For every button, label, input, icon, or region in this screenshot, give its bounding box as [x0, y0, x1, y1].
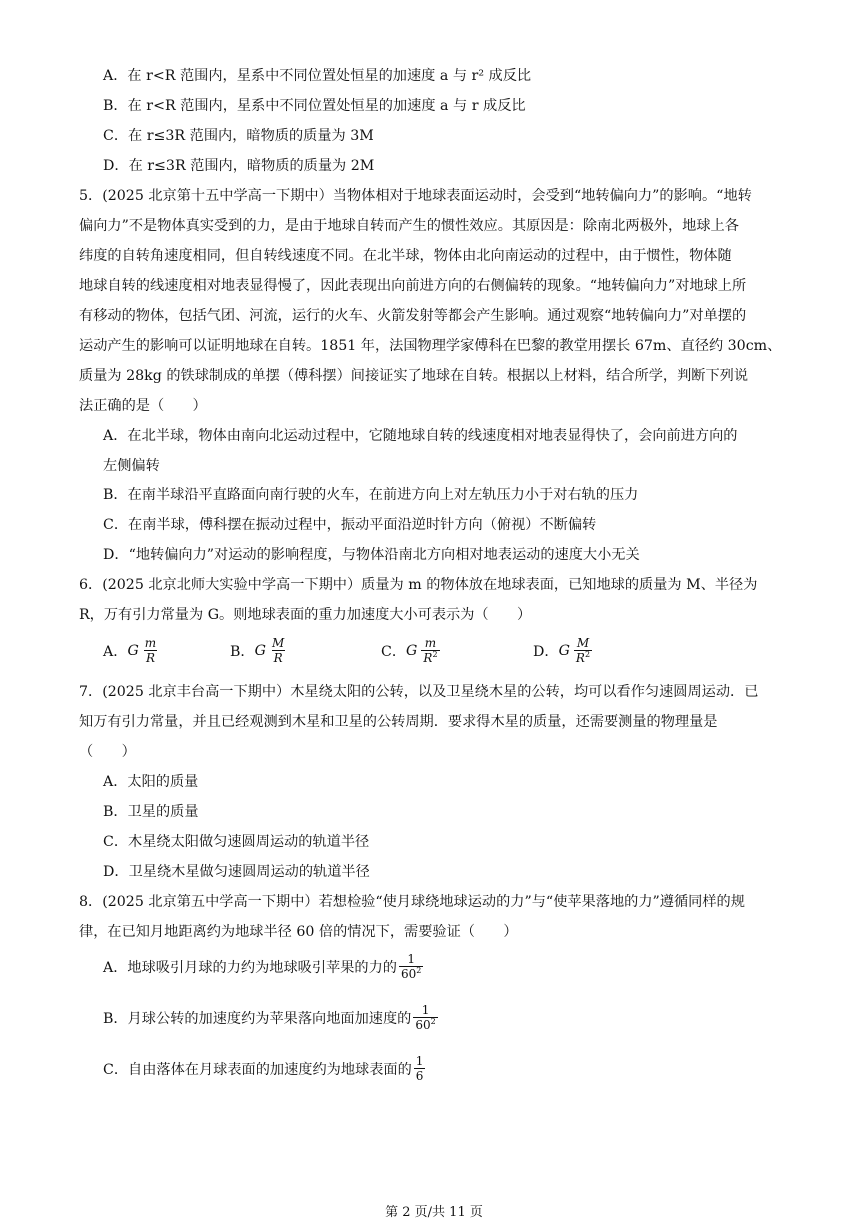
q5-stem-line: 5．(2025 北京第十五中学高一下期中）当物体相对于地球表面运动时，会受到“地转偏向力”的影响。“地转 — [79, 188, 752, 204]
q6-option-d: D． G $\frac{M}{R^2}$ — [533, 636, 591, 665]
q7-stem-line: 知万有引力常量，并且已经观测到木星和卫星的公转周期．要求得木星的质量，还需要测量的物理量是 — [79, 714, 718, 730]
q8-stem-line: 8．(2025 北京第五中学高一下期中）若想检验“使月球绕地球运动的力”与“使苹果落地的力”遵循同样的规 — [79, 894, 745, 910]
q6-stem-line: R，万有引力常量为 G。则地球表面的重力加速度大小可表示为（ ） — [79, 607, 532, 623]
q7-stem-line: （ ） — [79, 744, 136, 760]
q7-option-b: B．卫星的质量 — [103, 804, 199, 820]
q7-stem-line: 7．(2025 北京丰台高一下期中）木星绕太阳的公转，以及卫星绕木星的公转，均可以看作匀速圆周运动．已 — [79, 684, 759, 700]
q5-stem-line: 地球自转的线速度相对地表显得慢了，因此表现出向前进方向的右侧偏转的现象。“地转偏向力”对地球上所 — [79, 278, 747, 294]
q5-option-b: B．在南半球沿平直路面向南行驶的火车，在前进方向上对左轨压力小于对右轨的压力 — [103, 487, 639, 503]
fraction: $\frac{M}{R^2}$ — [575, 636, 591, 665]
q5-stem-line: 纬度的自转角速度相同，但自转线速度不同。在北半球，物体由北向南运动的过程中，由于惯性，物体随 — [79, 248, 732, 264]
q5-stem-line: 偏向力”不是物体真实受到的力，是由于地球自转而产生的惯性效应。其原因是：除南北两极外，地球上各 — [79, 218, 739, 234]
q5-option-a-cont: 左侧偏转 — [103, 458, 160, 474]
q4-option-a: A．在 r<R 范围内，星系中不同位置处恒星的加速度 a 与 r² 成反比 — [103, 68, 532, 84]
q8-option-c: C．自由落体在月球表面的加速度约为地球表面的 $\frac{1}{6}$ — [103, 1054, 424, 1083]
q4-option-c: C．在 r≤3R 范围内，暗物质的质量为 3M — [103, 128, 374, 144]
fraction: $\frac{M}{R}$ — [271, 636, 285, 665]
q7-option-c: C．木星绕太阳做匀速圆周运动的轨道半径 — [103, 834, 370, 850]
q8-option-b: B．月球公转的加速度约为苹果落向地面加速度的 $\frac{1}{60^2}$ — [103, 1003, 436, 1032]
q4-option-d: D．在 r≤3R 范围内，暗物质的质量为 2M — [103, 158, 375, 174]
fraction: $\frac{m}{R}$ — [144, 636, 157, 665]
q8-option-a: A．地球吸引月球的力约为地球吸引苹果的力的 $\frac{1}{60^2}$ — [103, 952, 422, 981]
q8-stem-line: 律，在已知月地距离约为地球半径 60 倍的情况下，需要验证（ ） — [79, 924, 518, 940]
q5-option-c: C．在南半球，傅科摆在振动过程中，振动平面沿逆时针方向（俯视）不断偏转 — [103, 517, 597, 533]
fraction: $\frac{1}{60^2}$ — [415, 1003, 436, 1032]
q7-option-a: A．太阳的质量 — [103, 774, 199, 790]
page-footer: 第 2 页/共 11 页 — [385, 1205, 483, 1220]
q4-option-b: B．在 r<R 范围内，星系中不同位置处恒星的加速度 a 与 r 成反比 — [103, 98, 526, 114]
q5-stem-line: 运动产生的影响可以证明地球在自转。1851 年，法国物理学家傅科在巴黎的教堂用摆长 67m、直径约 30cm、 — [79, 338, 782, 354]
fraction: $\frac{1}{6}$ — [415, 1054, 424, 1083]
q5-option-d: D．“地转偏向力”对运动的影响程度，与物体沿南北方向相对地表运动的速度大小无关 — [103, 547, 640, 563]
q6-option-c: C． G $\frac{m}{R^2}$ — [381, 636, 438, 665]
q5-option-a: A．在北半球，物体由南向北运动过程中，它随地球自转的线速度相对地表显得快了，会向前进方向的 — [103, 428, 738, 444]
q5-stem-line: 法正确的是（ ） — [79, 398, 207, 414]
fraction: $\frac{1}{60^2}$ — [401, 952, 422, 981]
fraction: $\frac{m}{R^2}$ — [423, 636, 438, 665]
q5-stem-line: 质量为 28kg 的铁球制成的单摆（傅科摆）间接证实了地球在自转。根据以上材料，结合所学，判断下列说 — [79, 368, 749, 384]
q6-stem-line: 6．(2025 北京北师大实验中学高一下期中）质量为 m 的物体放在地球表面，已知地球的质量为 M、半径为 — [79, 577, 758, 593]
q6-option-b: B． G $\frac{M}{R}$ — [230, 636, 285, 665]
q7-option-d: D．卫星绕木星做匀速圆周运动的轨道半径 — [103, 864, 370, 880]
q5-stem-line: 有移动的物体，包括气团、河流，运行的火车、火箭发射等都会产生影响。通过观察“地转偏向力”对单摆的 — [79, 308, 747, 324]
q6-option-a: A． G $\frac{m}{R}$ — [103, 636, 157, 665]
